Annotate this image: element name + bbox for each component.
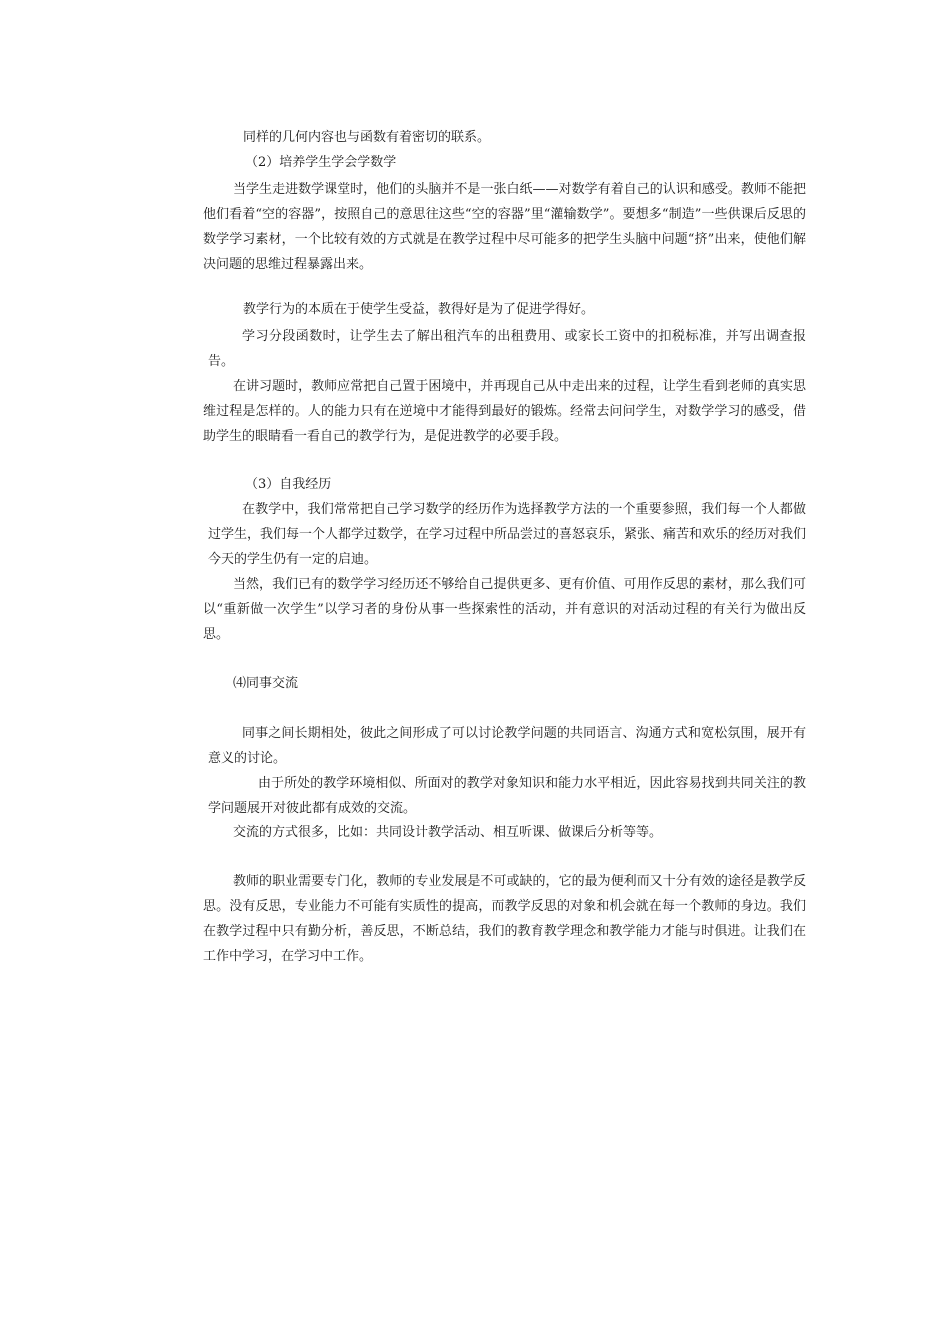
paragraph-intro: 同样的几何内容也与函数有着密切的联系。: [243, 130, 491, 145]
section-heading-2: （2）培养学生学会学数学: [245, 155, 397, 170]
paragraph-similar-environment: 由于所处的教学环境相似、所面对的教学对象知识和能力水平相近，因此容易找到共同关注的教学问题展开对彼此都有成效的交流。: [208, 776, 806, 816]
paragraph-self-experience: 在教学中，我们常常把自己学习数学的经历作为选择教学方法的一个重要参照，我们每一个人都做过学生，我们每一个人都学过数学，在学习过程中所品尝过的喜怒哀乐，紧张、痛苦和欢乐的经历对我们今天的学生仍有一定的启迪。: [208, 502, 807, 567]
paragraph-exercises: 在讲习题时，教师应常把自己置于困境中，并再现自己从中走出来的过程，让学生看到老师的真实思维过程是怎样的。人的能力只有在逆境中才能得到最好的锻炼。经常去问问学生，对数学学习的感受，借助学生的眼睛看一看自己的教学行为，是促进教学的必要手段。: [203, 379, 806, 444]
paragraph-empty-container: 当学生走进数学课堂时，他们的头脑并不是一张白纸——对数学有着自己的认识和感受。教师不能把他们看着“空的容器”，按照自己的意思往这些“空的容器”里“灌输数学”。要想多“制造”一些供课后反思的数学学习素材，一个比较有效的方式就是在教学过程中尽可能多的把学生头脑中问题“挤”出来，使他们解决问题的思维过程暴露出来。: [203, 182, 806, 272]
paragraph-colleague-communication: 同事之间长期相处，彼此之间形成了可以讨论教学问题的共同语言、沟通方式和宽松氛围，展开有意义的讨论。: [208, 726, 806, 766]
section-heading-3: （3）自我经历: [245, 477, 332, 492]
paragraph-piecewise-function: 学习分段函数时，让学生去了解出租汽车的出租费用、或家长工资中的扣税标准，并写出调查报告。: [208, 329, 806, 369]
paragraph-communication-methods: 交流的方式很多，比如：共同设计教学活动、相互听课、做课后分析等等。: [233, 825, 663, 840]
paragraph-conclusion: 教师的职业需要专门化，教师的专业发展是不可或缺的，它的最为便利而又十分有效的途径是教学反思。没有反思，专业能力不可能有实质性的提高，而教学反思的对象和机会就在每一个教师的身边。我们在教学过程中只有勤分析，善反思，不断总结，我们的教育教学理念和教学能力才能与时俱进。让我们在工作中学习，在学习中工作。: [203, 874, 806, 964]
paragraph-be-student-again: 当然，我们已有的数学学习经历还不够给自己提供更多、更有价值、可用作反思的素材，那么我们可以“重新做一次学生”以学习者的身份从事一些探索性的活动，并有意识的对活动过程的有关行为做出反思。: [203, 577, 806, 642]
section-heading-4: ⑷同事交流: [233, 676, 299, 691]
paragraph-teaching-essence: 教学行为的本质在于使学生受益，教得好是为了促进学得好。: [243, 302, 595, 317]
